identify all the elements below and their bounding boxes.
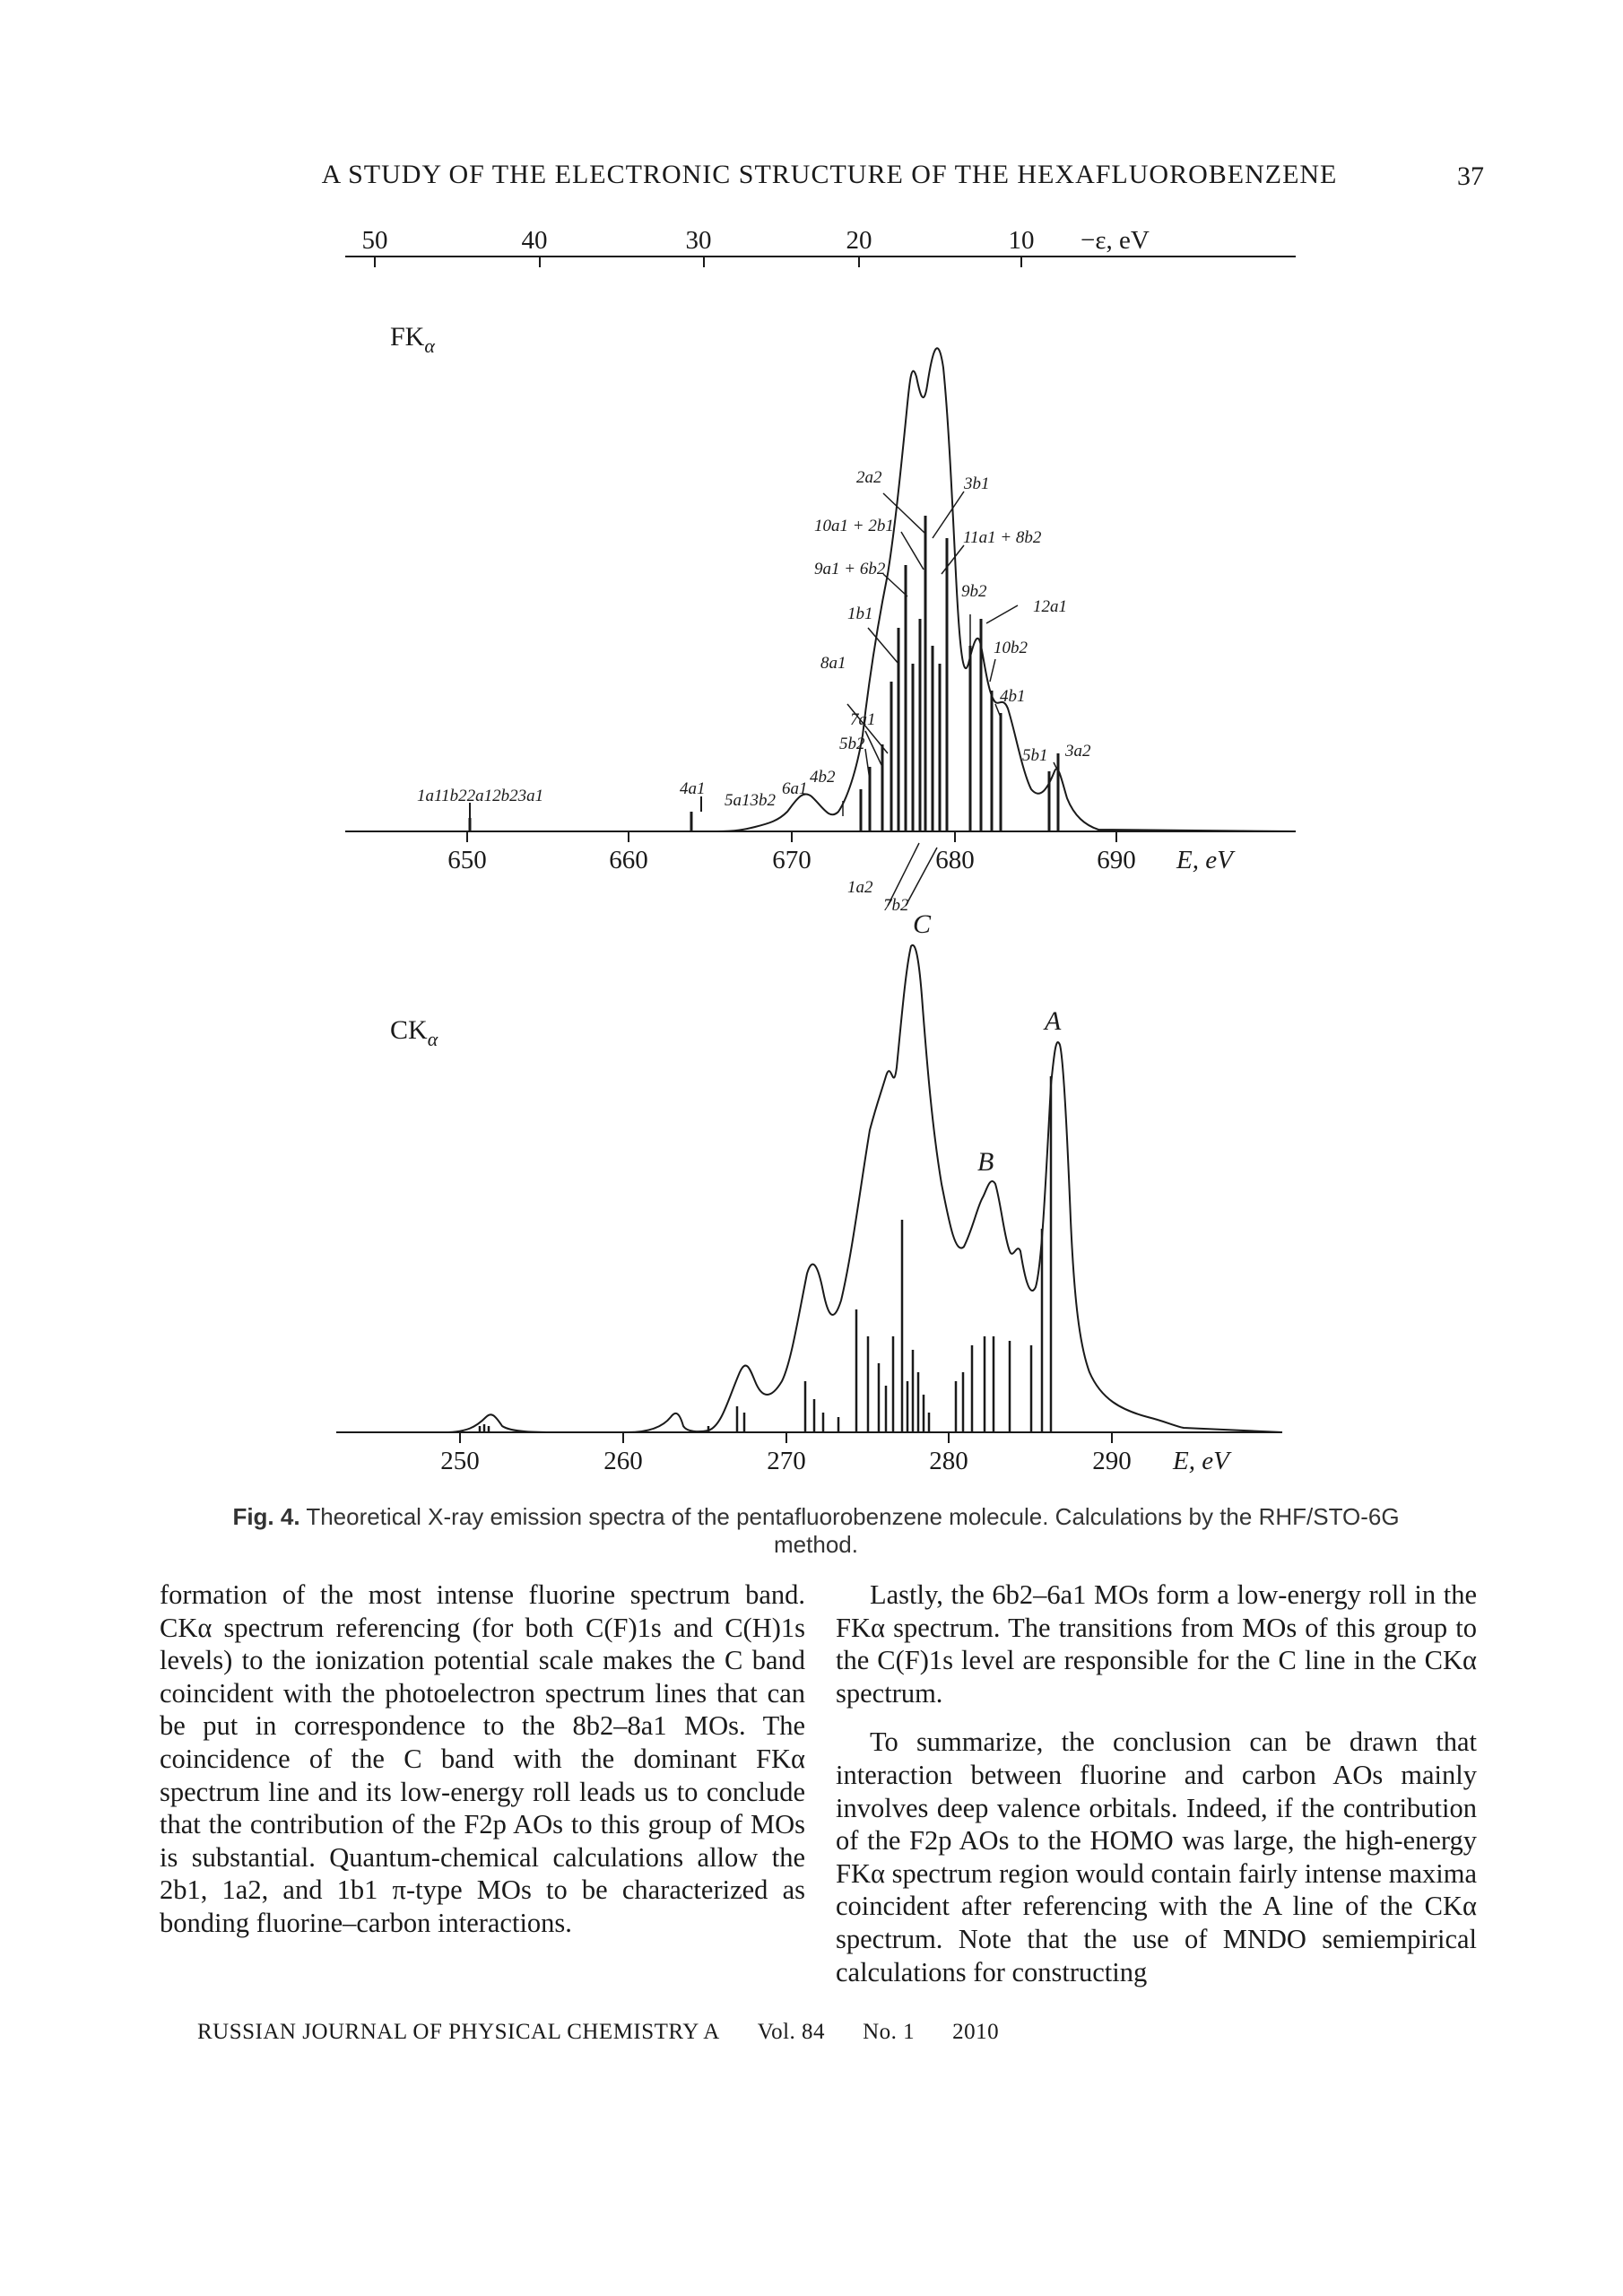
running-title: A STUDY OF THE ELECTRONIC STRUCTURE OF THE HEXAFLUOROBENZENE: [321, 160, 1338, 189]
ck-stick-lines: [480, 1076, 1051, 1432]
peak-label: 9a1 + 6b2: [814, 560, 886, 578]
peak-label: 12a1: [1033, 597, 1067, 616]
page-number: 37: [1457, 161, 1484, 191]
fk-x-label: E, eV: [1176, 846, 1233, 874]
ck-tick-label: 250: [440, 1447, 480, 1475]
fk-panel-label: $FK_\alpha$: [390, 322, 435, 357]
peak-letter-b: B: [977, 1147, 994, 1177]
fk-panel: [345, 322, 1296, 915]
peak-label: 2a2: [856, 468, 882, 487]
peak-label: 5b2: [839, 735, 865, 753]
top-tick-label: 40: [521, 226, 548, 255]
paragraph: Lastly, the 6b2–6a1 MOs form a low-energy roll in the FKα spectrum. The transitions from MOs of this group to the C(F)1s level are responsible for the C line in the CKα spectrum.: [836, 1579, 1477, 1709]
fk-spectrum-envelope: [345, 348, 1296, 831]
ck-tick-label: 270: [767, 1447, 806, 1475]
page-footer: [197, 2020, 999, 2045]
ck-x-label: E, eV: [1173, 1447, 1229, 1475]
paragraph: formation of the most intense fluorine spectrum band. CKα spectrum referencing (for both C(F)1s and C(H)1s levels) to the ionization potential scale makes the C band coincident with the photoelectron spectrum lines that can be put in correspondence to the 8b2–8a1 MOs. The coincidence of the C band with the dominant FKα spectrum line and its low-energy roll leads us to conclude that the contribution of the F2p AOs to this group of MOs is substantial. Quantum-chemical calculations allow the 2b1, 1a2, and 1b1 π-type MOs to be characterized as bonding fluorine–carbon interactions.: [160, 1579, 805, 1938]
caption-label: Fig. 4.: [232, 1503, 300, 1530]
peak-label: 9b2: [961, 582, 987, 601]
peak-letter-c: C: [913, 909, 932, 939]
fk-tick-label: 670: [772, 846, 812, 874]
caption-text: Theoretical X-ray emission spectra of the pentafluorobenzene molecule. Calculations by the RHF/STO-6G method.: [306, 1503, 1400, 1558]
fk-tick-label: 690: [1097, 846, 1136, 874]
peak-label: 1a2: [847, 878, 873, 897]
ck-tick-label: 260: [603, 1447, 643, 1475]
fk-tick-label: 660: [609, 846, 648, 874]
fk-x-ticks: [467, 831, 1116, 842]
paragraph: To summarize, the conclusion can be drawn that interaction between fluorine and carbon AOs mainly involves deep valence orbitals. Indeed, if the contribution of the F2p AOs to the HOMO was large, the high-energy FKα spectrum region would contain fairly intense maxima coincident after referencing with the A line of the CKα spectrum. Note that the use of MNDO semiempirical calculations for constructing: [836, 1726, 1477, 1987]
peak-label: 10a1 + 2b1: [814, 517, 894, 535]
ck-tick-label: 290: [1092, 1447, 1132, 1475]
ck-spectrum-envelope: [336, 945, 1282, 1432]
top-tick-label: 50: [361, 226, 388, 255]
right-column: [836, 1578, 1477, 1988]
peak-label: 4b2: [810, 768, 836, 787]
peak-label: 8a1: [820, 654, 846, 673]
fk-stick-lines: [470, 516, 1058, 831]
peak-letter-a: A: [1045, 1006, 1062, 1036]
top-axis-label: −ε, eV: [1081, 226, 1150, 255]
figure-caption: [188, 1503, 1444, 1559]
top-axis: [345, 226, 1296, 267]
fk-tick-label: 650: [447, 846, 487, 874]
peak-label: 1b1: [847, 604, 873, 623]
peak-label: 3b1: [964, 474, 990, 493]
journal-name: RUSSIAN JOURNAL OF PHYSICAL CHEMISTRY A: [197, 2020, 720, 2044]
peak-label: 11a1 + 8b2: [963, 528, 1042, 547]
year: 2010: [952, 2020, 1000, 2044]
fk-tick-label: 680: [935, 846, 975, 874]
ck-panel-label: $CK_\alpha$: [390, 1015, 438, 1050]
issue-number: No. 1: [863, 2020, 916, 2044]
peak-label: 4b1: [1000, 687, 1026, 706]
ck-panel: [336, 909, 1282, 1475]
peak-label: 3a2: [1065, 742, 1091, 761]
peak-label: 5a13b2: [725, 791, 776, 810]
peak-label: 4a1: [680, 779, 706, 798]
peak-label: 10b2: [994, 639, 1028, 657]
fk-leader-lines: [843, 491, 1058, 906]
peak-label: 5b1: [1022, 746, 1048, 765]
ck-tick-label: 280: [929, 1447, 968, 1475]
peak-label: 1a11b22a12b23a1: [417, 787, 544, 805]
top-tick-label: 10: [1008, 226, 1035, 255]
peak-label: 7b2: [883, 896, 909, 915]
left-column: [160, 1578, 805, 1940]
top-tick-label: 30: [685, 226, 712, 255]
volume: Vol. 84: [757, 2020, 826, 2044]
top-tick-label: 20: [846, 226, 872, 255]
ck-x-ticks: [460, 1432, 1112, 1443]
top-axis-ticks: [375, 257, 1021, 267]
peak-label: 7a1: [850, 710, 876, 729]
peak-label: 6a1: [782, 779, 808, 798]
